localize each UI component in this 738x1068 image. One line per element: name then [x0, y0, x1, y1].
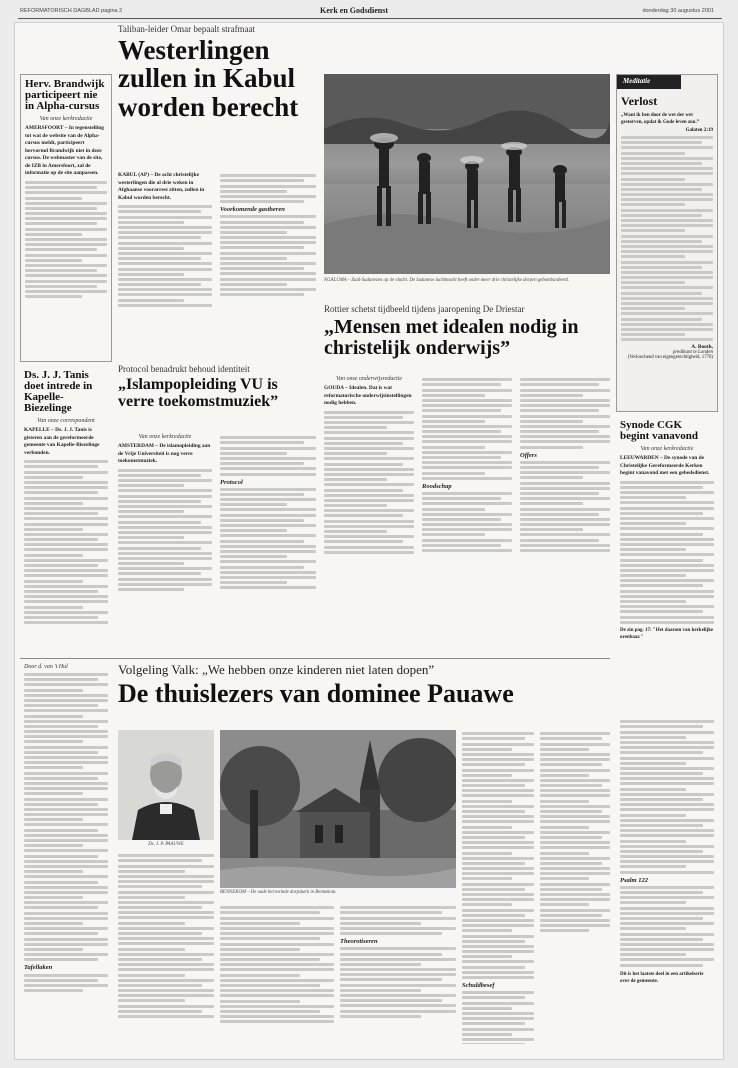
article-title: Synode CGK begint vanavond	[620, 419, 698, 442]
photo-church	[220, 730, 456, 888]
article-end-note: Dit is het laatste deel in een artikelserie over de gemeente.	[620, 971, 704, 984]
article-pauwe-body-e	[540, 730, 610, 1044]
article-kicker: Protocol benadrukt behoud identiteit	[118, 364, 250, 374]
meditatie-column	[616, 74, 718, 412]
article-subhead: Voorkomende gastheren	[220, 206, 285, 214]
article-subhead: Tafellaken	[24, 964, 53, 972]
meditatie-author-note: (Verloochend van eigengerechtigheid, 1770)	[627, 355, 713, 361]
meditatie-quote: „Want ik ben door de wet der wet gestorven, opdat ik Gode leven zou.”	[621, 113, 700, 125]
article-kicker: Volgeling Valk: „We hebben onze kinderen niet laten dopen”	[118, 662, 435, 677]
header-rule	[18, 18, 722, 19]
article-pauwe-body-b	[220, 904, 334, 1044]
article-brandwijk	[20, 74, 112, 362]
article-title: De thuislezers van dominee Pauawe	[118, 679, 514, 708]
article-kicker: Rottier schetst tijdbeeld tijdens jaaropening De Driestar	[324, 304, 525, 314]
article-byline: Van onze onderwijsredactie	[335, 376, 403, 382]
photo-portrait-image	[118, 730, 214, 840]
photo-church-image	[220, 730, 456, 888]
meditatie-author-role: predikant te Londen	[672, 350, 713, 356]
article-title: „Islampopleiding VU is verre toekomstmuziek”	[118, 376, 279, 410]
article-closing: De zin pag. 17: "Het daarom van kerkelijke orenbaar."	[620, 627, 714, 640]
photo-refugees	[324, 74, 610, 274]
article-rottier	[324, 304, 610, 654]
meditatie-title: Verlost	[621, 94, 658, 108]
article-byline: Van onze kerkredactie	[39, 116, 93, 122]
meditatie-author: A. Booth,	[691, 344, 713, 351]
meditatie-tab: Meditatie	[617, 75, 681, 89]
article-title: Ds. J. J. Tanis doet intrede in Kapelle-Biezelinge	[24, 369, 93, 414]
header-date: donderdag 30 augustus 2001	[642, 8, 714, 14]
article-lead: KAPELLE – Ds. J. J. Tanis is gisteren aan de gereformeerde gemeente van Kapelle-Biezelinge verbonden.	[24, 427, 100, 456]
header-section-title: Kerk en Godsdienst	[320, 6, 389, 15]
article-subhead: Psalm 122	[620, 876, 648, 884]
article-subhead: Schuldbesef	[462, 982, 495, 989]
article-dateline: KABUL (AP) – De acht christelijke westerlingen die al drie weken in Afghaanse voorarrest zitten, zullen in Kabul worden berecht.	[118, 172, 205, 201]
article-vu	[118, 364, 316, 652]
article-pauwe-body-a	[118, 852, 214, 1044]
article-pauwe-body-c	[340, 904, 456, 1044]
article-title: „Mensen met idealen nodig in christelijk onderwijs”	[324, 316, 579, 359]
photo-refugees-image	[324, 74, 610, 274]
article-pauwe-intro	[20, 662, 112, 1044]
photo-portrait-pauwe	[118, 730, 214, 840]
article-tanis	[20, 368, 112, 654]
article-byline: Door d. van 't Hul	[24, 664, 68, 670]
article-byline: Van onze kerkredactie	[640, 446, 694, 452]
article-lead: AMERSFOORT – In tegenstelling tot wat de website van de Alpha-cursus meldt, participeert hervormd Brandwijk niet in deze cursus. De webmaster van de site, de IZB in Amersfoort, zal de informatie op de site aanpassen.	[25, 125, 104, 177]
article-dateline: GOUDA – Idealen. Dat is wat reformatorische onderwijsinstellingen nodig hebben.	[324, 385, 412, 407]
article-kicker: Taliban-leider Omar bepaalt strafmaat	[118, 24, 256, 34]
photo-refugees-caption: NGALUMA – Zuid-Sudanezen op de vlucht. De Sudanese luchtmacht heeft onder meer drie christelijke dorpen gebombardeerd.	[324, 278, 570, 283]
photo-church-caption: BENNEKOM – De oude hervormde dorpskerk in Bennekom.	[220, 890, 337, 895]
article-title: Westerlingen zullen in Kabul worden berecht	[118, 35, 299, 122]
article-subhead: Protocol	[220, 478, 243, 486]
section-divider	[20, 658, 610, 659]
article-subhead: Roodschap	[422, 482, 452, 490]
article-taliban-body	[118, 172, 316, 362]
article-byline: Van onze kerkredactie	[138, 434, 192, 440]
header-paper-name: REFORMATORISCH DAGBLAD pagina 2	[20, 8, 123, 14]
article-byline: Van onze correspondent	[37, 418, 95, 424]
running-header	[20, 6, 720, 18]
photo-portrait-caption: Ds. J. P. PAAUWE	[148, 842, 184, 847]
article-pauwe-body-d	[462, 730, 534, 1044]
meditatie-ref: Galaten 2:19	[685, 128, 713, 133]
article-pauwe-body-f	[616, 716, 718, 1044]
article-subhead: Theorotiseren	[340, 938, 378, 946]
article-pauwe-headline	[118, 662, 610, 728]
article-dateline: AMSTERDAM – De islamopleiding aan de Vrije Universiteit is nog verre toekomstmuziek.	[118, 443, 211, 465]
article-synode	[616, 418, 718, 710]
article-title: Herv. Brandwijk participeert nie in Alpha-cursus	[25, 78, 105, 112]
article-lead: LEEUWARDEN – De synode van de Christelijke Gereformeerde Kerken begint vanavond met een gebedsdienst.	[620, 455, 710, 477]
article-subhead: Offers	[520, 451, 537, 459]
